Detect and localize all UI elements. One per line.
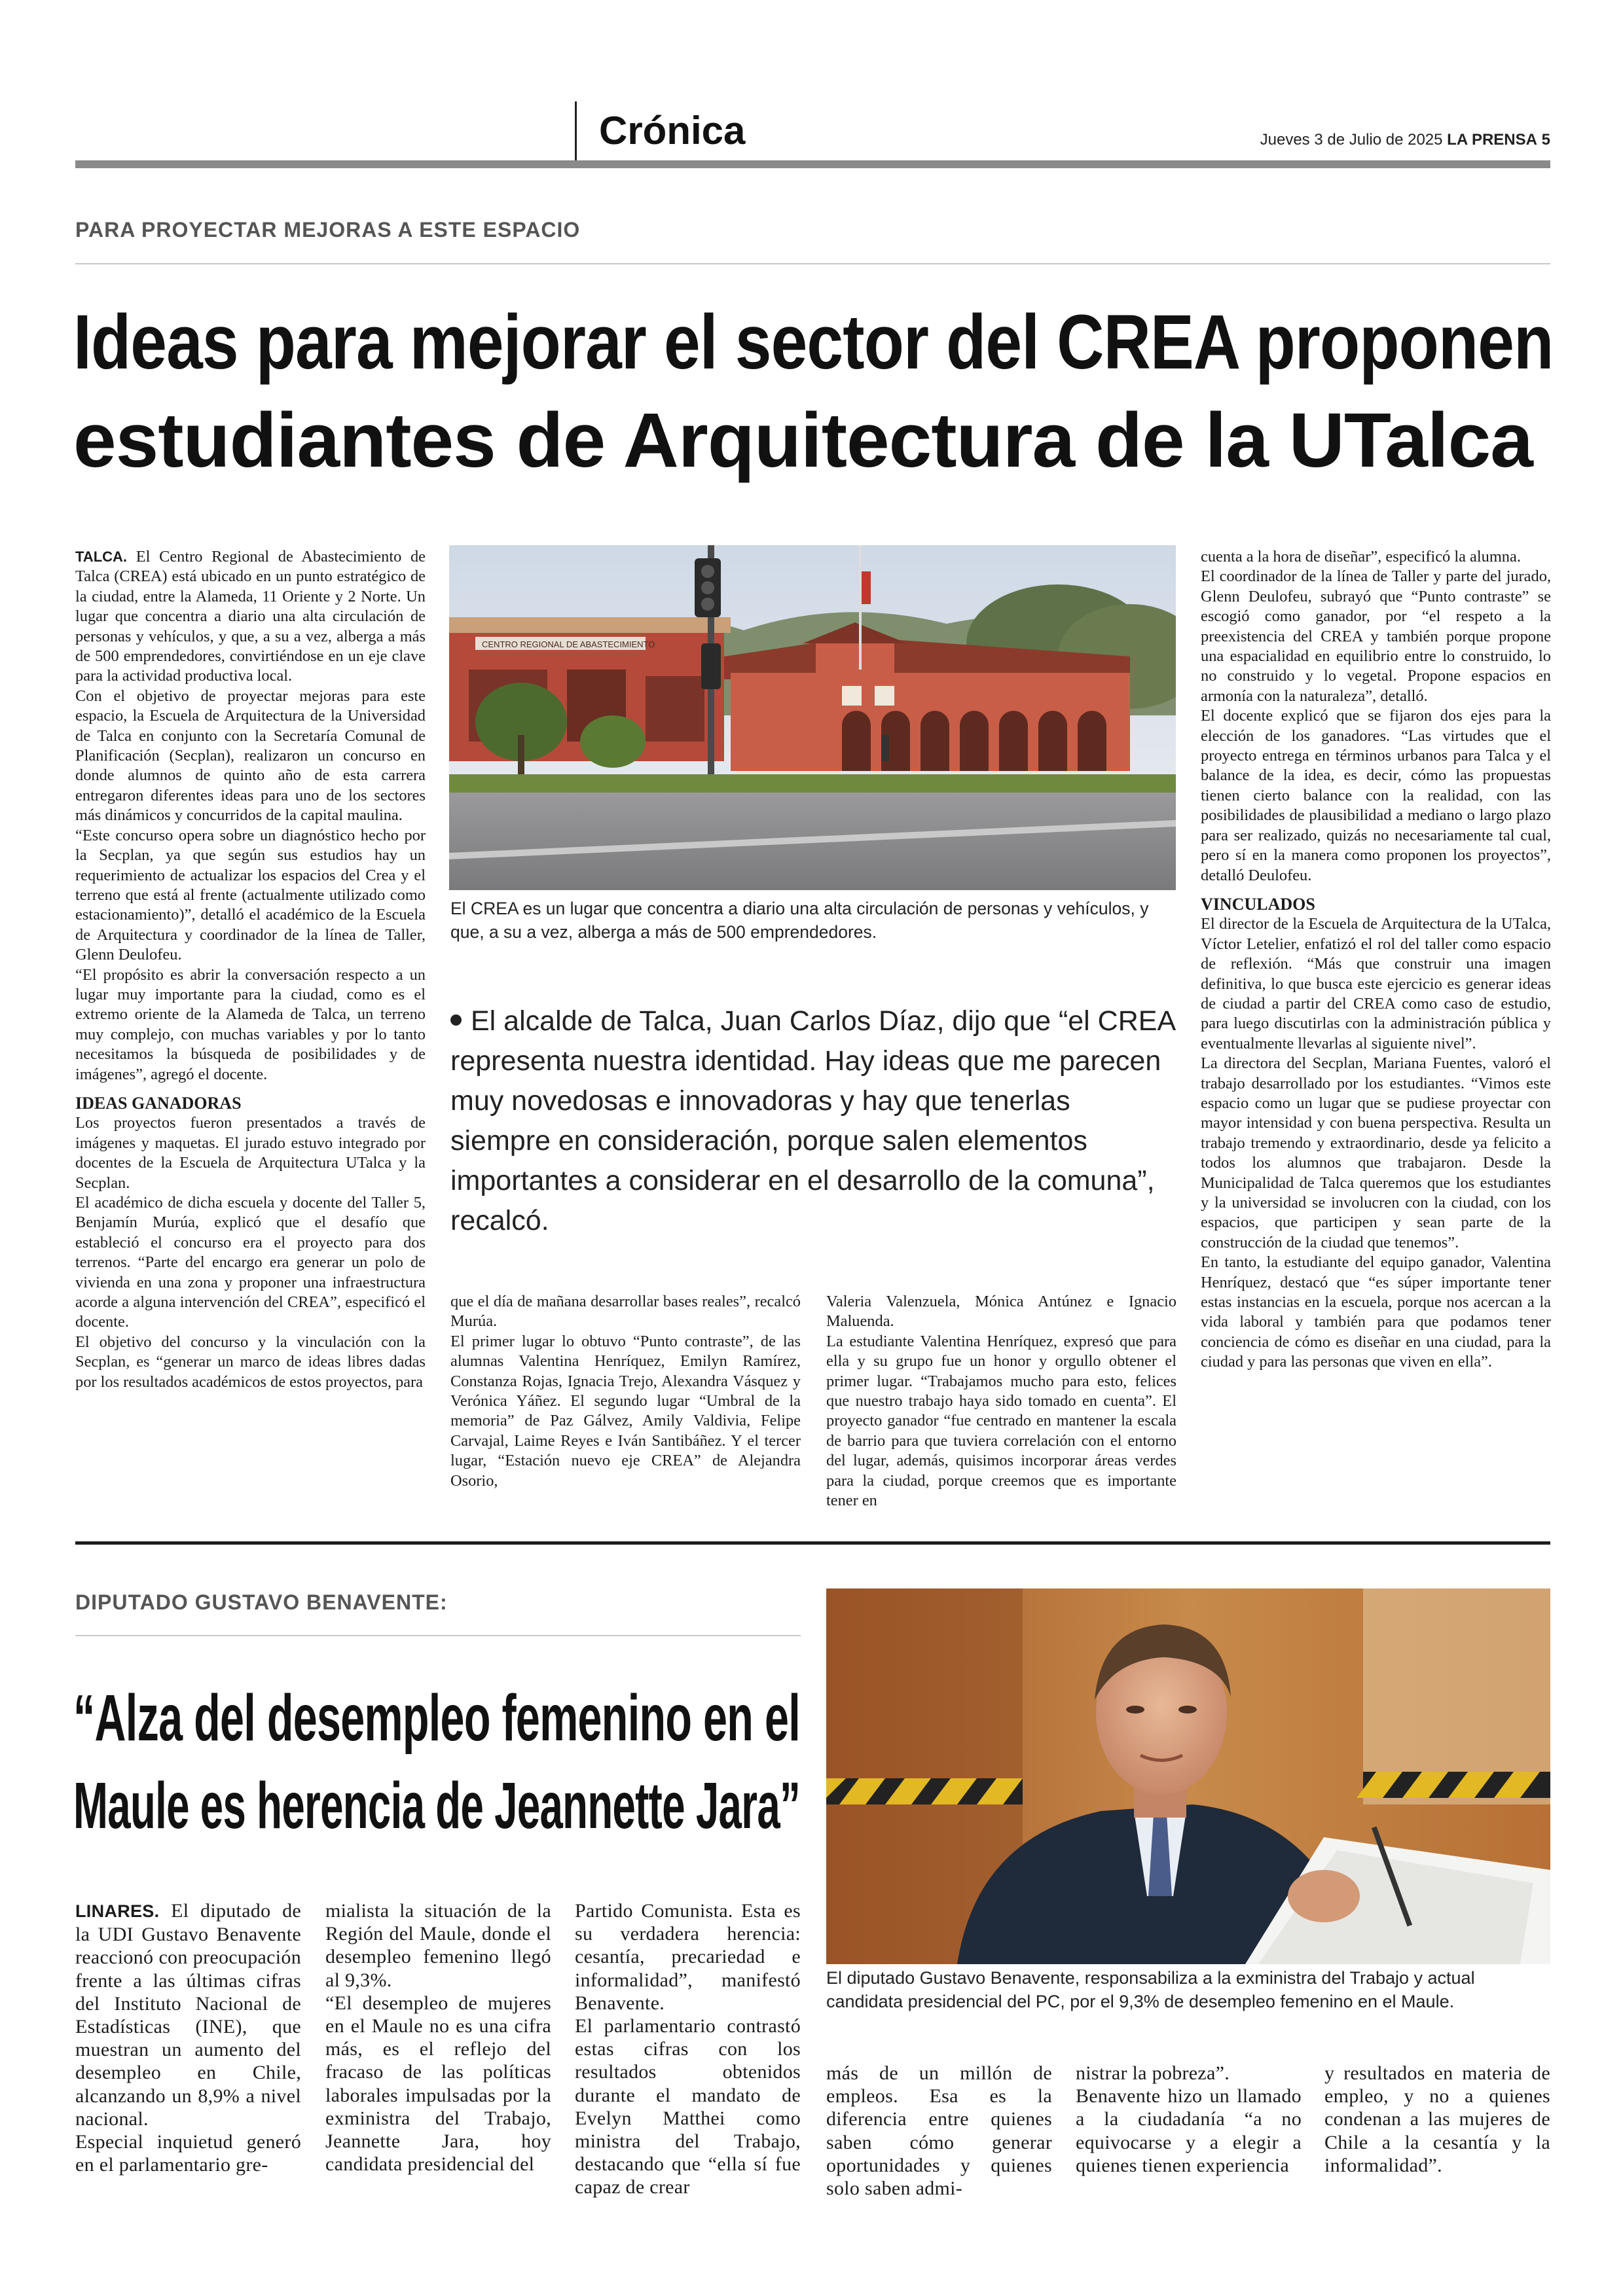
article2-paragraph: más de un millón de empleos. Esa es la diferencia entre quienes saben cómo generar oportunidades y quienes solo saben admi- [826,2062,1052,2200]
benavente-photo [826,1588,1550,1964]
mayor-pull-quote [450,1001,1177,1241]
article2-kicker-rule [75,1635,801,1636]
article1-column-4 [1201,547,1551,1372]
headline2-line-2: Maule es herencia de Jeannette Jara” [73,1769,801,1842]
article1-column-2 [450,1292,801,1491]
crea-photo [449,545,1176,890]
article2-headline [73,1674,820,1850]
article2-paragraph: mialista la situación de la Región del Maule, donde el desempleo femenino llegó al 9,3%. [325,1900,551,1991]
article1-paragraph: El Centro Regional de Abastecimiento de Talca (CREA) está ubicado en un punto estratégico de la ciudad, entre la Alameda, 11 Oriente y 2 Norte. Un lugar que concentra a diario una alta circulación de personas y vehículos, y que, a su a vez, alberga a más de 500 emprendedores, convirtiéndose en un eje clave para la actividad productiva local. [75,548,426,685]
article2-kicker: DIPUTADO GUSTAVO BENAVENTE: [75,1590,448,1614]
benavente-photo-caption: El diputado Gustavo Benavente, responsabiliza a la exministra del Trabajo y actual candidata presidencial del PC, por el 9,3% de desempleo femenino en el Maule. [826,1968,1475,2011]
quote-bullet-icon [450,1014,462,1026]
article1-paragraph: Valeria Valenzuela, Mónica Antúnez e Ignacio Maluenda. [826,1293,1176,1331]
quote-text: El alcalde de Talca, Juan Carlos Díaz, dijo que “el CREA representa nuestra identidad. Hay ideas que me parecen muy novedosas e innovadoras y hay que tenerlas siempre en consideración, porque salen elementos importantes a considerar en el desarrollo de la comuna”, recalcó. [450,1005,1175,1236]
article1-paragraph: El director de la Escuela de Arquitectura de la UTalca, Víctor Letelier, enfatizó el rol del taller como espacio de reflexión. “Más que construir una imagen definitiva, lo que busca este ejercicio es generar ideas de ciudad a partir del CREA como caso de estudio, para luego discutirlas con la administración pública y eventualmente llevarlas al siguiente nivel”. [1201,915,1551,1052]
article1-paragraph: El académico de dicha escuela y docente del Taller 5, Benjamín Murúa, explicó que el desafío que estableció el concurso era el proyecto para dos terrenos. “Parte del encargo era generar un polo de vivienda en una zona y proponer una infraestructura acorde a alguna intervención del CREA”, especificó el docente. [75,1194,426,1331]
article2-column-1 [75,1899,301,2176]
article2-paragraph: Benavente hizo un llamado a la ciudadanía “a no equivocarse y a elegir a quienes tienen experiencia [1076,2085,1302,2176]
article2-paragraph: El parlamentario contrastó estas cifras con los resultados obtenidos durante el mandato de Evelyn Matthei como ministra del Trabajo, destacando que “ella sí fue capaz de crear [575,2015,801,2198]
headline-line-2: estudiantes de Arquitectura de la UTalca [73,397,1533,484]
subheading-vinculados: VINCULADOS [1201,894,1315,914]
headline2-line-1: “Alza del desempleo femenino en el [73,1681,801,1755]
article1-column-1 [75,547,426,1392]
dateline-linares: LINARES. [75,1901,160,1921]
article1-paragraph: El docente explicó que se fijaron dos ejes para la elección de los ganadores. “Las virtudes que el proyecto entrega en términos urbanos para Talca y el balance de la idea, es decir, cómo las propuestas tienen cierto balance con la realidad, con las posibilidades de plausibilidad a mediano o largo plazo para ser realizado, quizás no necesariamente tal cual, pero sí en la manera como proponen los proyectos”, detalló Deulofeu. [1201,707,1551,884]
article1-paragraph: que el día de mañana desarrollar bases reales”, recalcó Murúa. [450,1293,801,1331]
article2-column-6 [1324,2062,1550,2177]
subheading-ideas-ganadoras: IDEAS GANADORAS [75,1093,242,1113]
article1-paragraph: cuenta a la hora de diseñar”, especificó la alumna. [1201,548,1521,565]
article2-paragraph: nistrar la pobreza”. [1076,2062,1230,2084]
page-dateline [1113,131,1550,149]
section-title: Crónica [599,109,746,152]
article1-kicker: PARA PROYECTAR MEJORAS A ESTE ESPACIO [75,218,581,242]
article-separator [75,1541,1550,1545]
article1-paragraph: La directora del Secplan, Mariana Fuentes, valoró el trabajo desarrollado por los estudiantes. “Vimos este espacio como un lugar que se pudiese proyectar con mayor intensidad y con buena perspectiva. Resulta un trabajo tremendo y extraordinario, desde ya felicito a todos los alumnos que trabajaron. Desde la Municipalidad de Talca queremos que los estudiantes y la universidad se involucren con la ciudad, con los espacios, que participen y sean parte de la construcción de la ciudad que tenemos”. [1201,1054,1551,1251]
article2-paragraph: y resultados en materia de empleo, y no a quienes condenan a las mujeres de Chile a la cesantía y la informalidad”. [1324,2062,1550,2176]
article1-paragraph: El objetivo del concurso y la vinculación con la Secplan, es “generar un marco de ideas libres dadas por los resultados académicos de estos proyectos, para [75,1333,426,1391]
article1-paragraph: La estudiante Valentina Henríquez, expresó que para ella y su grupo fue un honor y orgullo obtener el primer lugar. “Trabajamos mucho para esto, felices que nuestro trabajo haya sido tomado en cuenta”. El proyecto ganador “fue centrado en mantener la escala de barrio para que tuviera correlación con el entorno del lugar, además, quisimos incorporar áreas verdes para la ciudad, porque creemos que es importante tener en [826,1332,1176,1510]
article2-paragraph: “El desempleo de mujeres en el Maule no es una cifra más, es el reflejo del fracaso de las políticas laborales impulsadas por la exministra del Trabajo, Jeannette Jara, hoy candidata presidencial del [325,1992,551,2176]
article1-column-3 [826,1292,1176,1511]
dateline-talca: TALCA. [75,548,128,565]
article2-paragraph: Especial inquietud generó en el parlamentario gre- [75,2131,301,2176]
article2-paragraph: El diputado de la UDI Gustavo Benavente reaccionó con preocupación frente a las últimas cifras del Instituto Nacional de Estadísticas (INE), que muestran un aumento del desempleo en Chile, alcanzando un 8,9% a nivel nacional. [75,1900,301,2130]
article1-paragraph: Con el objetivo de proyectar mejoras para este espacio, la Escuela de Arquitectura de la Universidad de Talca en conjunto con la Secretaría Comunal de Planificación (Secplan), realizaron un concurso en donde alumnos de quinto año de esta carrera entregaron diferentes ideas para uno de los sectores más dinámicos y concurridos de la capital maulina. [75,687,426,825]
page-number: 5 [1541,131,1550,149]
headline-line-1: Ideas para mejorar el sector del CREA proponen [73,299,1554,386]
header-divider [575,101,577,160]
article1-paragraph: “El propósito es abrir la conversación respecto a un lugar muy importante para la ciudad, como es el extremo oriente de la Alameda de Talca, un terreno muy complejo, con muchas variables y por lo tanto necesitamos la búsqueda de posibilidades y de imágenes”, agregó el docente. [75,965,426,1083]
issue-date: Jueves 3 de Julio de 2025 [1260,131,1443,149]
article1-paragraph: El primer lugar lo obtuvo “Punto contraste”, de las alumnas Valentina Henríquez, Emilyn Ramírez, Constanza Rojas, Ignacia Trejo, Alexandra Vásquez y Verónica Yáñez. El segundo lugar “Umbral de la memoria” de Paz Gálvez, Amily Valdivia, Felipe Carvajal, Laime Reyes e Iván Santibáñez. Y el tercer lugar, “Estación nuevo eje CREA” de Alejandra Osorio, [450,1332,801,1490]
article1-paragraph: “Este concurso opera sobre un diagnóstico hecho por la Secplan, ya que según sus estudios hay un requerimiento de actualizar los espacios del Crea y el terreno que está al frente (actualmente utilizado como estacionamiento)”, detalló el académico de la Escuela de Arquitectura y coordinador de la línea de Taller, Glenn Deulofeu. [75,826,426,964]
article1-paragraph: El coordinador de la línea de Taller y parte del jurado, Glenn Deulofeu, subrayó que “Punto contraste” se escogió como ganador, por “el respeto a la preexistencia del CREA y también porque propone una espacialidad en equilibrio entre lo construido, lo no construido y lo vegetal. Propone espacios en armonía con la naturaleza”, detalló. [1201,567,1551,705]
crea-photo-caption: El CREA es un lugar que concentra a diario una alta circulación de personas y vehículos, y que, a su a vez, alberga a más de 500 emprendedores. [450,899,1149,942]
article2-paragraph: Partido Comunista. Esta es su verdadera herencia: cesantía, precariedad e informalidad”, manifestó Benavente. [575,1900,801,2014]
kicker-rule [75,263,1550,264]
header-rule [75,160,1550,168]
article1-paragraph: En tanto, la estudiante del equipo ganador, Valentina Henríquez, destacó que “es súper importante tener estas instancias en la escuela, porque nos acercan a la vida laboral y también para que podamos tener conciencia de cómo es diseñar en una ciudad, para la ciudad y para las personas que viven en ella”. [1201,1253,1551,1371]
article1-headline [73,293,1579,490]
article2-column-5 [1076,2062,1302,2177]
article2-column-4 [826,2062,1052,2200]
article2-column-2 [325,1899,551,2176]
article2-column-3 [575,1899,801,2199]
crea-sign: CENTRO REGIONAL DE ABASTECIMIENTO [482,639,655,649]
newspaper-name: LA PRENSA [1447,131,1537,149]
article1-paragraph: Los proyectos fueron presentados a través de imágenes y maquetas. El jurado estuvo integrado por docentes de la Escuela de Arquitectura UTalca y la Secplan. [75,1114,426,1192]
